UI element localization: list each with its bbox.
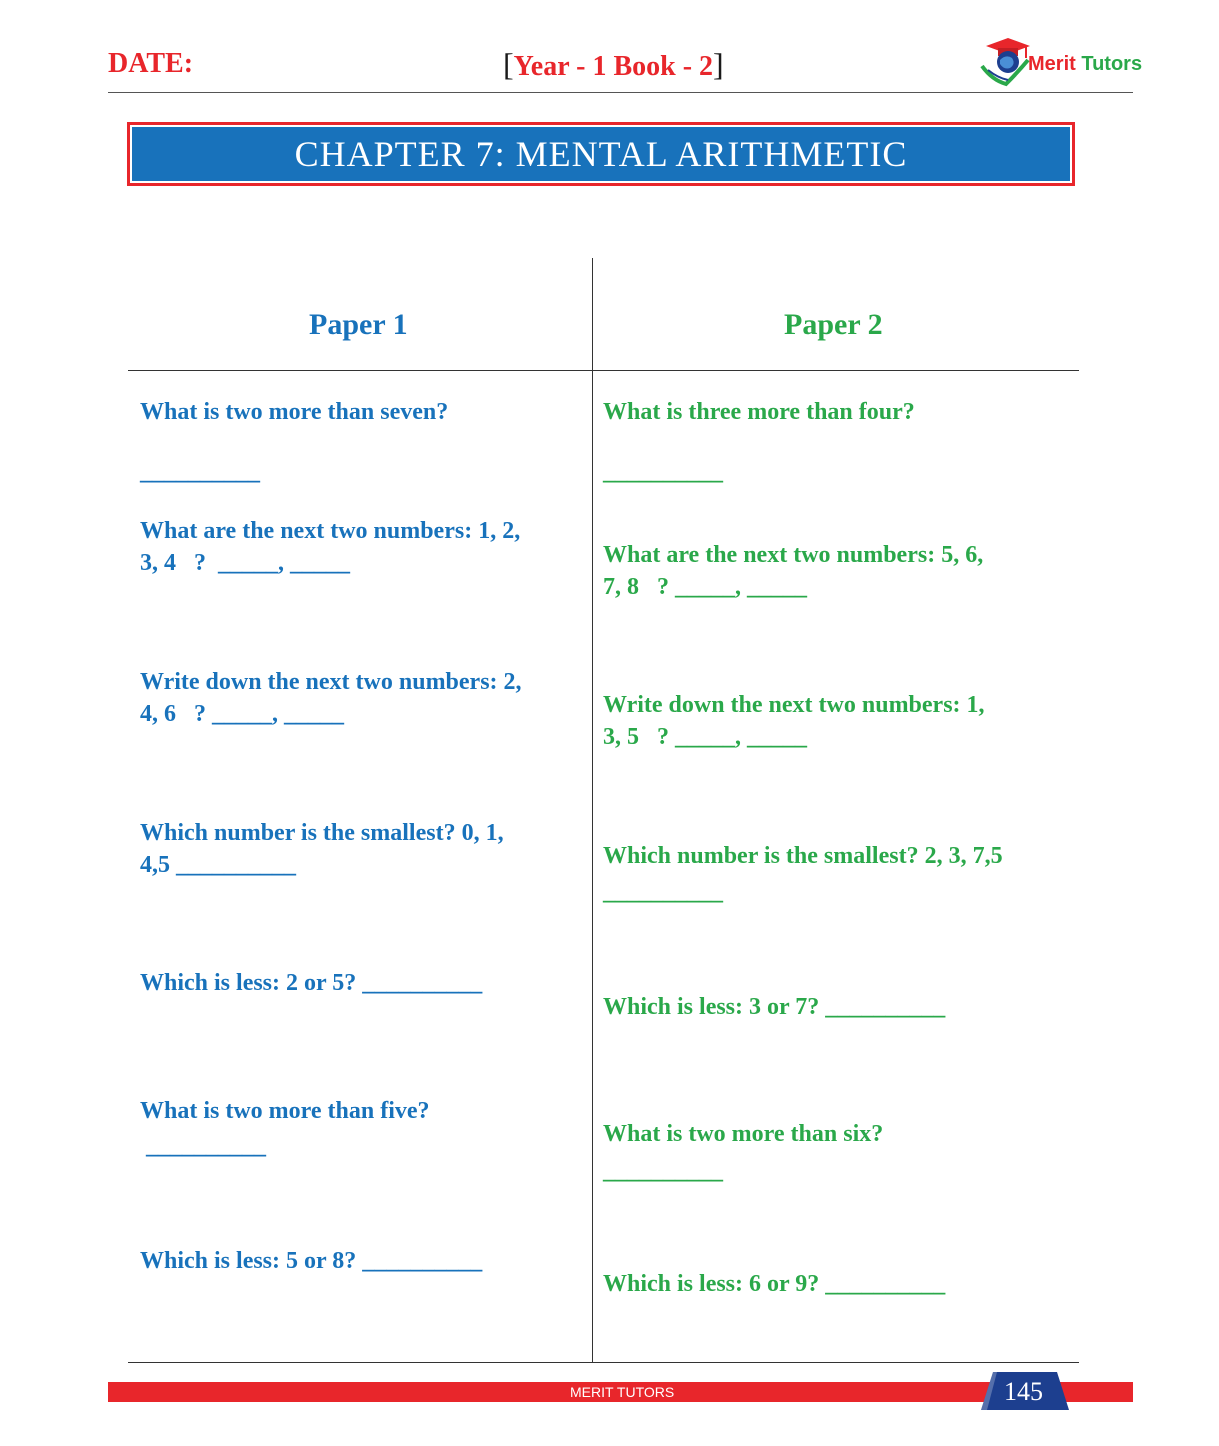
paper1-question-cont: 4,5 __________ xyxy=(140,852,296,878)
chapter-title: CHAPTER 7: MENTAL ARITHMETIC xyxy=(127,122,1075,186)
paper2-question: Which is less: 3 or 7? __________ xyxy=(603,994,946,1020)
footer-text: MERIT TUTORS xyxy=(570,1384,675,1400)
paper1-question: What is two more than seven? xyxy=(140,399,449,425)
bracket-close: ] xyxy=(713,46,724,82)
paper2-question: Which is less: 6 or 9? __________ xyxy=(603,1271,946,1297)
bracket-open: [ xyxy=(503,46,514,82)
paper1-question-cont: 3, 4 ? _____, _____ xyxy=(140,550,350,576)
logo-word-tutors: Tutors xyxy=(1081,53,1143,75)
paper2-question-cont: 3, 5 ? _____, _____ xyxy=(603,724,807,750)
table-header-rule xyxy=(128,370,1079,371)
paper2-answer-blank: __________ xyxy=(603,879,723,905)
logo-text xyxy=(1028,53,1142,76)
paper1-question: Which number is the smallest? 0, 1, xyxy=(140,820,504,846)
paper2-title: Paper 2 xyxy=(784,308,883,341)
book-title xyxy=(503,46,724,83)
paper1-question: Which is less: 5 or 8? __________ xyxy=(140,1248,483,1274)
logo-word-merit: Merit xyxy=(1028,53,1076,75)
paper1-answer-blank: __________ xyxy=(146,1133,266,1159)
paper2-question-cont: 7, 8 ? _____, _____ xyxy=(603,574,807,600)
paper1-title: Paper 1 xyxy=(309,308,408,341)
paper1-question: Write down the next two numbers: 2, xyxy=(140,669,522,695)
paper1-answer-blank: __________ xyxy=(140,459,260,485)
paper1-question: Which is less: 2 or 5? __________ xyxy=(140,970,483,996)
book-label: Year - 1 Book - 2 xyxy=(513,51,714,82)
page-number: 145 xyxy=(1004,1377,1043,1406)
paper2-answer-blank: __________ xyxy=(603,459,723,485)
paper2-answer-blank: __________ xyxy=(603,1158,723,1184)
paper1-question: What are the next two numbers: 1, 2, xyxy=(140,518,521,544)
paper2-question: What is two more than six? xyxy=(603,1121,884,1147)
table-bottom-rule xyxy=(128,1362,1079,1363)
paper2-question: What is three more than four? xyxy=(603,399,915,425)
header-divider xyxy=(108,92,1133,93)
paper1-question-cont: 4, 6 ? _____, _____ xyxy=(140,701,344,727)
paper2-question: Which number is the smallest? 2, 3, 7,5 xyxy=(603,843,1003,869)
paper2-question: What are the next two numbers: 5, 6, xyxy=(603,542,984,568)
paper2-question: Write down the next two numbers: 1, xyxy=(603,692,985,718)
paper1-question: What is two more than five? xyxy=(140,1098,430,1124)
date-label: DATE: xyxy=(108,48,194,79)
column-divider xyxy=(592,258,593,1363)
